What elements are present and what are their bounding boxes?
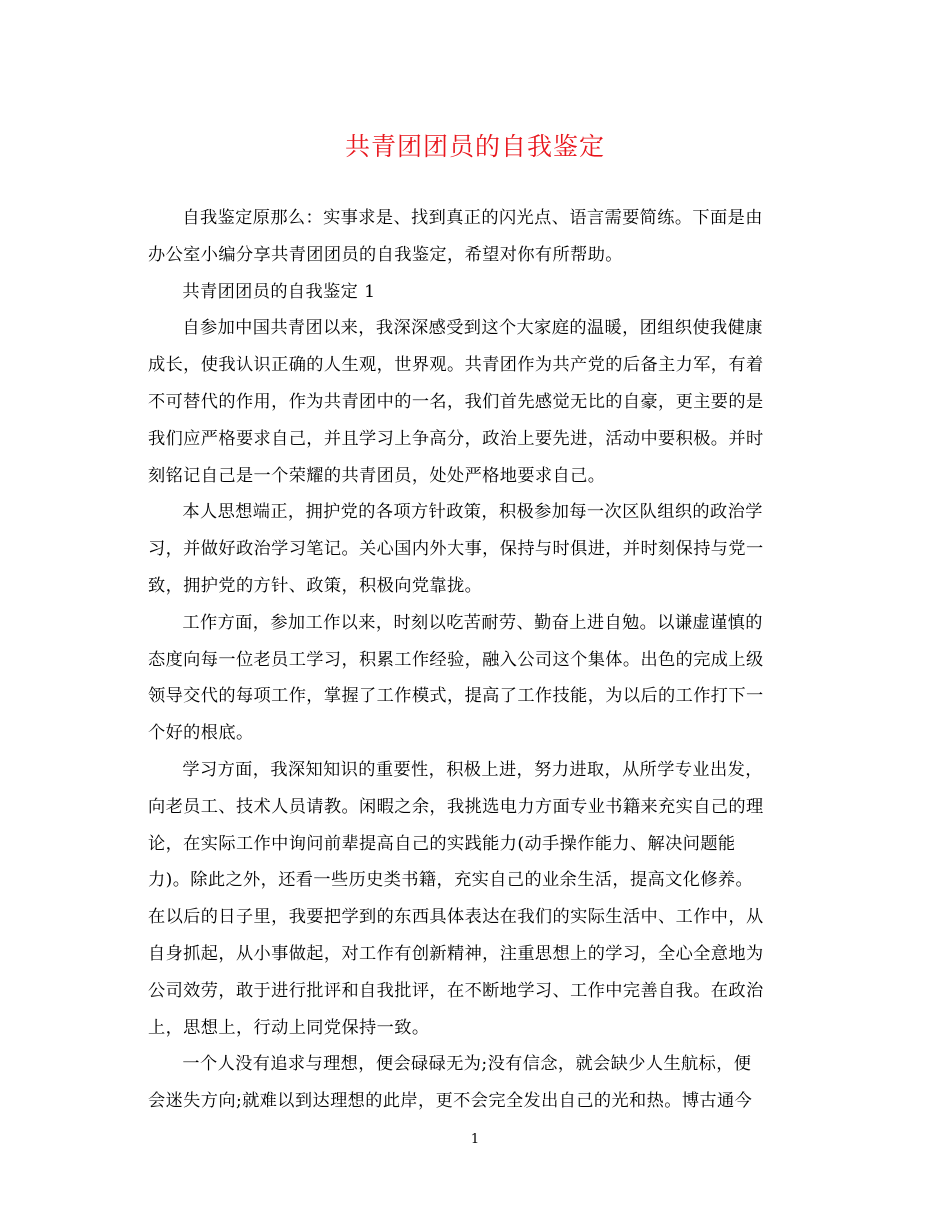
text-line: 向老员工、技术人员请教。闲暇之余，我挑选电力方面专业书籍来充实自己的理 bbox=[148, 796, 764, 817]
text-line: 工作方面，参加工作以来，时刻以吃苦耐劳、勤奋上进自勉。以谦虚谨慎的 bbox=[182, 612, 763, 633]
paragraph bbox=[148, 752, 808, 1046]
document-body bbox=[148, 200, 808, 1120]
text-line: 在以后的日子里，我要把学到的东西具体表达在我们的实际生活中、工作中，从 bbox=[148, 907, 764, 928]
text-line: 一个人没有追求与理想，便会碌碌无为;没有信念，就会缺少人生航标，便 bbox=[182, 1054, 752, 1075]
paragraph bbox=[148, 494, 808, 604]
text-line: 会迷失方向;就难以到达理想的此岸，更不会完全发出自己的光和热。博古通今 bbox=[148, 1091, 753, 1112]
page-number: 1 bbox=[470, 1132, 480, 1147]
text-line: 领导交代的每项工作，掌握了工作模式，提高了工作技能，为以后的工作打下一 bbox=[148, 686, 764, 707]
text-line: 自身抓起，从小事做起，对工作有创新精神，注重思想上的学习，全心全意地为 bbox=[148, 943, 764, 964]
text-line: 本人思想端正，拥护党的各项方针政策，积极参加每一次区队组织的政治学 bbox=[182, 502, 763, 523]
text-line: 论，在实际工作中询问前辈提高自己的实践能力(动手操作能力、解决问题能 bbox=[148, 833, 736, 854]
text-line: 态度向每一位老员工学习，积累工作经验，融入公司这个集体。出色的完成上级 bbox=[148, 649, 764, 670]
paragraph bbox=[148, 274, 808, 311]
text-line: 学习方面，我深知知识的重要性，积极上进，努力进取，从所学专业出发， bbox=[182, 759, 763, 780]
text-line: 公司效劳，敢于进行批评和自我批评，在不断地学习、工作中完善自我。在政治 bbox=[148, 980, 764, 1001]
paragraph bbox=[148, 605, 808, 752]
text-line: 力)。除此之外，还看一些历史类书籍，充实自己的业余生活，提高文化修养。 bbox=[148, 870, 754, 891]
text-line: 自参加中国共青团以来，我深深感受到这个大家庭的温暖，团组织使我健康 bbox=[182, 318, 763, 339]
text-line: 刻铭记自己是一个荣耀的共青团员，处处严格地要求自己。 bbox=[148, 465, 606, 486]
text-line: 我们应严格要求自己，并且学习上争高分，政治上要先进，活动中要积极。并时 bbox=[148, 428, 764, 449]
text-line: 个好的根底。 bbox=[148, 723, 254, 744]
paragraph bbox=[148, 1046, 808, 1120]
text-line: 自我鉴定原那么：实事求是、找到真正的闪光点、语言需要简练。下面是由 bbox=[182, 208, 763, 228]
text-line: 上，思想上，行动上同党保持一致。 bbox=[148, 1017, 430, 1038]
paragraph bbox=[148, 310, 808, 494]
text-line: 共青团团员的自我鉴定 1 bbox=[182, 281, 376, 302]
text-line: 不可替代的作用，作为共青团中的一名，我们首先感觉无比的自豪，更主要的是 bbox=[148, 391, 764, 412]
document-title: 共青团团员的自我鉴定 bbox=[344, 132, 605, 161]
text-line: 成长，使我认识正确的人生观，世界观。共青团作为共产党的后备主力军，有着 bbox=[148, 355, 764, 376]
text-line: 办公室小编分享共青团团员的自我鉴定，希望对你有所帮助。 bbox=[148, 244, 623, 265]
text-line: 习，并做好政治学习笔记。关心国内外大事，保持与时俱进，并时刻保持与党一 bbox=[148, 539, 764, 560]
paragraph bbox=[148, 200, 808, 274]
text-line: 致，拥护党的方针、政策，积极向党靠拢。 bbox=[148, 575, 483, 596]
